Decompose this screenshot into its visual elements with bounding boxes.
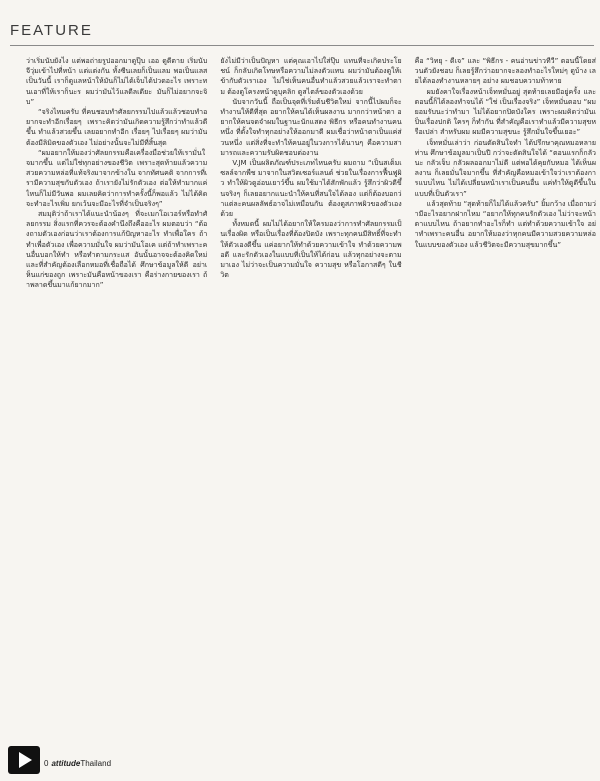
article-column-1 bbox=[26, 56, 207, 728]
article-column-3 bbox=[415, 56, 596, 728]
paragraph: ยังไม่มีว่าเป็นปัญหา แต่คุณเอาไปใส่ปุ๊บ แทนที่จะเกิดประโยชน์ ก็กลับเกิดโทษหรือความไม่ลงตัวแทน ผมว่ามันต้องดูให้เข้ากับตัวเราเอง ไม่ใช่เห็นคนอื่นทำแล้วสวยแล้วเราจะทำตาม ต้องดูโครงหน้าดูบุคลิก ดูสไตล์ของตัวเองด้วย bbox=[220, 56, 402, 96]
paragraph: ว่าเริ่มนับยังไง แต่พอถ่ายรูปออกมาดูปุ๊บ เออ ดูดีตาย เริ่มนับจีวุ่มเข้าไปที่หน้า แต่แต่งกัน ทั้งซีนเลยก็เป็นแลม พอเป็นแลสเป็นวันนี้ เราก็ดูแลหน้าให้มันก็ไม่ได้เจ็บได้ปวดอะไร เพราะทนเอาที่ให้เราก็นะร ผมว่ามันไว้แลดีลเดียะ มันก็ไม่อยากจะจิบ” bbox=[26, 56, 208, 106]
column-3-text bbox=[415, 56, 596, 250]
article-column-2 bbox=[220, 56, 401, 728]
paragraph: “จริงไหมครับ ที่คนชอบทำศัลยกรรมไปแล้วแล้วชอบทำอยากจะทำอีกเรื่อยๆ เพราะคิดว่ามันเกิดความรู้สึกว่าทำแล้วดีขึ้น ทำแล้วสวยขึ้น เลยอยากทำอีก เรื่อยๆ ไปเรื่อยๆ ผมว่ามันต้องมีลิมิตของตัวเอง ไม่อย่างนั้นจะไม่มีที่สิ้นสุด bbox=[26, 107, 208, 147]
header-divider bbox=[10, 45, 594, 46]
play-icon bbox=[8, 746, 40, 774]
paragraph: สมมุติว่าถ้าเราได้แนะนำน้องๆ ที่จะเมกโอเวอร์หรือทำศัลยกรรม สิ่งแรกที่ควรจะต้องคำนึงถึงคืออะไร ผมตอบว่า “ต้องถามตัวเองก่อนว่าเราต้องการแก้ปัญหาอะไร ทำเพื่อใคร ถ้าทำเพื่อตัวเอง เพื่อความมั่นใจ ผมว่ามันโอเค แต่ถ้าทำเพราะคนอื่นบอกให้ทำ หรือทำตามกระแส อันนั้นอาจจะต้องคิดใหม่ และที่สำคัญต้องเลือกหมอที่เชื่อถือได้ ศึกษาข้อมูลให้ดี อย่าเห็นแก่ของถูก เพราะมันคือหน้าของเรา คือร่างกายของเรา ถ้าพลาดขึ้นมาแก้ยากมาก” bbox=[26, 209, 208, 290]
section-title: FEATURE bbox=[10, 22, 93, 39]
magazine-brand: attitude bbox=[51, 759, 81, 768]
paragraph: แล้วสุดท้าย “สุดท้ายก็ไม่ได้แล้วครับ” ยิ้มกว้าง เมื่อถามว่ามีอะไรอยากฝากไหม “อยากให้ทุกคนรักตัวเอง ไม่ว่าจะหน้าตาแบบไหน ถ้าอยากทำอะไรก็ทำ แต่ทำด้วยความเข้าใจ อย่าทำเพราะคนอื่น อยากให้มองว่าทุกคนมีความสวยความหล่อในแบบของตัวเอง แล้วชีวิตจะมีความสุขมากขึ้น” bbox=[414, 198, 596, 249]
paragraph: เจ็ทหมั่นเล่าว่า ก่อนตัดสินใจทำ ได้ปรึกษาคุณหมอหลายท่าน ศึกษาข้อมูลมาเป็นปี กว่าจะตัดสินใจได้ “ตอนแรกก็กลัวนะ กลัวเจ็บ กลัวผลออกมาไม่ดี แต่พอได้คุยกับหมอ ได้เห็นผลงาน ก็เลยมั่นใจมากขึ้น ที่สำคัญคือหมอเข้าใจว่าเราต้องการแบบไหน ไม่ได้เปลี่ยนหน้าเราเป็นคนอื่น แค่ทำให้ดูดีขึ้นในแบบที่เป็นตัวเรา” bbox=[414, 137, 596, 198]
paragraph: ทั้งหมดนี้ ผมไม่ได้อยากให้ใครมองว่าการทำศัลยกรรมเป็นเรื่องผิด หรือเป็นเรื่องที่ต้องปิดบัง เพราะทุกคนมีสิทธิ์ที่จะทำให้ตัวเองดีขึ้น แค่อยากให้ทำด้วยความเข้าใจ ทำด้วยความพอดี และรักตัวเองในแบบที่เป็นให้ได้ก่อน แล้วทุกอย่างจะตามมาเอง ไม่ว่าจะเป็นความมั่นใจ ความสุข หรือโอกาสดีๆ ในชีวิต bbox=[220, 219, 402, 280]
column-2-text bbox=[220, 56, 401, 280]
page-footer bbox=[0, 738, 600, 781]
play-button[interactable] bbox=[8, 746, 40, 774]
paragraph: “ผมอยากให้มองว่าศัลยกรรมคือเครื่องมือช่วยให้เรามั่นใจมากขึ้น แต่ไม่ใช่ทุกอย่างของชีวิต เพราะสุดท้ายแล้วความสวยความหล่อที่แท้จริงมาจากข้างใน จากทัศนคติ จากการที่เรามีความสุขกับตัวเอง ถ้าเรายังไม่รักตัวเอง ต่อให้ทำมากแค่ไหนก็ไม่มีวันพอ ผมเลยคิดว่าการทำครั้งนี้ก็พอแล้ว ไม่ได้คิดจะทำอะไรเพิ่ม ยกเว้นจะมีอะไรที่จำเป็นจริงๆ” bbox=[26, 147, 208, 208]
page-number: 0 bbox=[44, 759, 49, 768]
footer-credit bbox=[44, 759, 111, 768]
paragraph: ผมยังคาใจเรื่องหน้าเจ็ทหมั่นอยู่ สุดท้ายเลยมีอยู่ครั้ง และตอนนี้ก็ได้ลองทำจนได้ “ใช่ เป็นเรื่องจริง” เจ็ทหมั่นตอบ “ผมยอมรับนะว่าทำมา ไม่ได้อยากปิดบังใคร เพราะผมคิดว่ามันเป็นเรื่องปกติ ใครๆ ก็ทำกัน ที่สำคัญคือเราทำแล้วมีความสุขหรือเปล่า สำหรับผม ผมมีความสุขนะ รู้สึกมั่นใจขึ้นเยอะ” bbox=[414, 86, 596, 137]
paragraph: นับจากวันนี้ ถือเป็นจุดที่เริ่มต้นชีวิตใหม่ จากนี้ไปผมก็จะทำงานให้ดีที่สุด อยากให้คนได้เห็นผลงาน มากกว่าหน้าตา อยากให้คนจดจำผมในฐานะนักแสดง พิธีกร หรือคนทำงานคนหนึ่ง ที่ตั้งใจทำทุกอย่างให้ออกมาดี ผมเชื่อว่าหน้าตาเป็นแค่ส่วนหนึ่ง แต่สิ่งที่จะทำให้คนอยู่ในวงการได้นานๆ คือความสามารถและความรับผิดชอบต่องาน bbox=[220, 96, 402, 157]
page-header bbox=[0, 0, 600, 52]
column-1-text bbox=[26, 56, 207, 291]
magazine-brand-suffix: Thailand bbox=[80, 759, 112, 768]
paragraph: V.JM เป็นผลิตภัณฑ์ประเภทไหนครับ ผมถาม “เป็นสเต็มเซลล์จากพืช มาจากในสวิตเซอร์แลนด์ ช่วยในเรื่องการฟื้นฟูผิว ทำให้ผิวดูอ่อนเยาว์ขึ้น ผมใช้มาได้สักพักแล้ว รู้สึกว่าผิวดีขึ้นจริงๆ ก็เลยอยากแนะนำให้คนที่สนใจได้ลอง แต่ก็ต้องบอกว่าแต่ละคนผลลัพธ์อาจไม่เหมือนกัน ต้องดูสภาพผิวของตัวเองด้วย bbox=[220, 158, 402, 219]
article-body bbox=[26, 56, 596, 728]
paragraph: คือ “วิทยุ - ดีเจ” และ “พิธีกร - คนอ่านข่าวทีวี” ตอนนี้โดยส่วนตัวยังชอบ ก็เลยรู้สึกว่าอยากจะลองทำอะไรใหม่ๆ ดูบ้าง เลยได้ลองทำงานหลายๆ อย่าง ผมชอบความท้าทาย bbox=[414, 56, 596, 86]
